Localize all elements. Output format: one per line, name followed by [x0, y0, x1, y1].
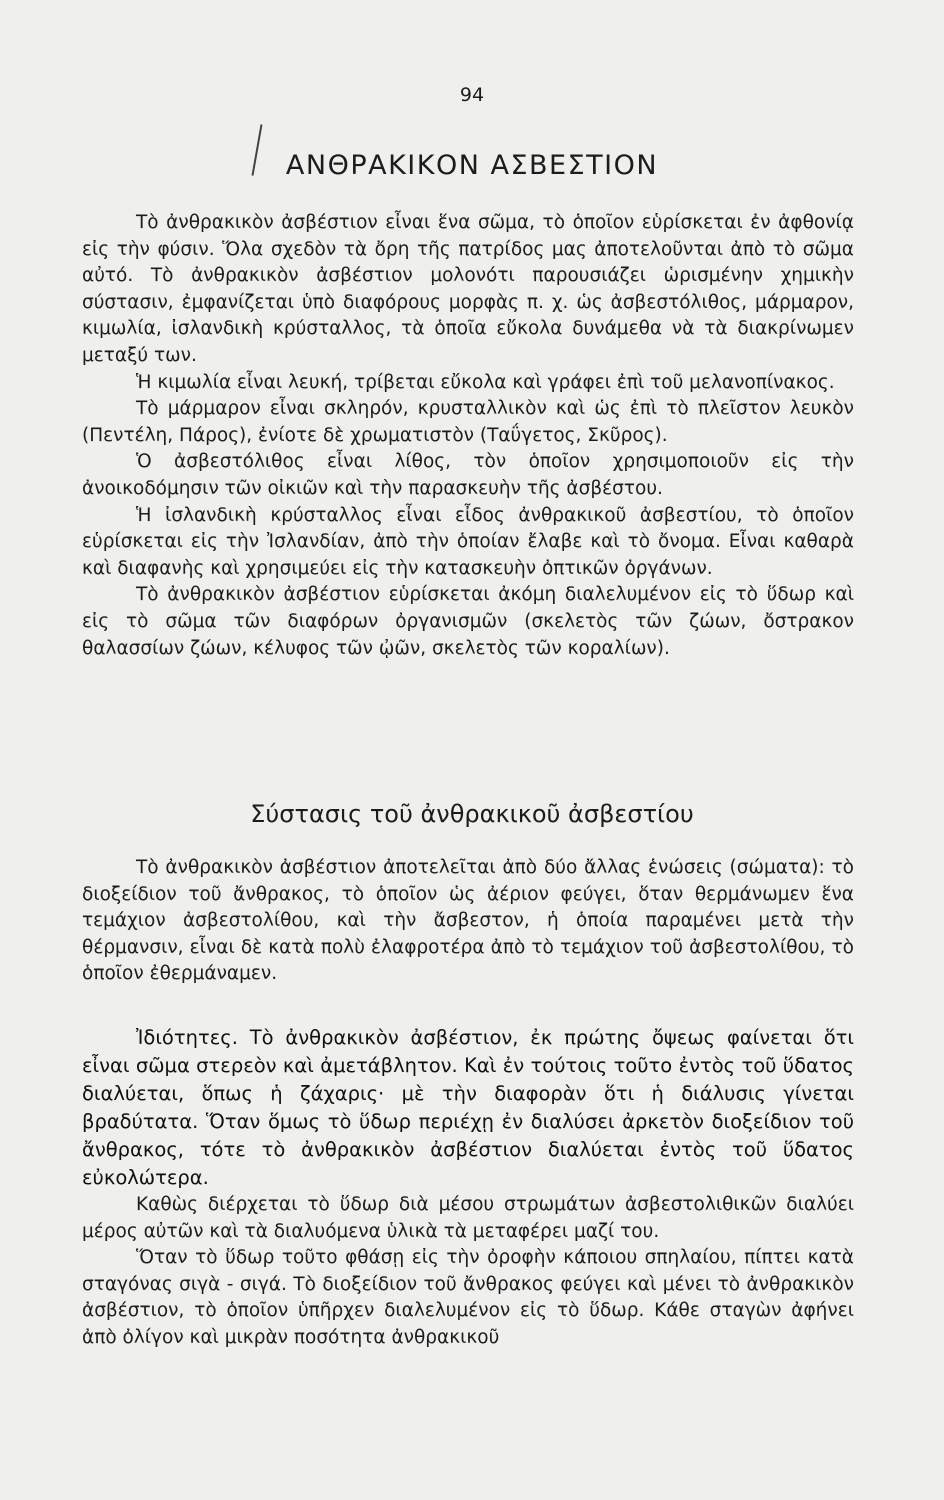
- intro-section: [82, 210, 854, 662]
- properties-section: [82, 1024, 854, 1352]
- paragraph: Ὁ ἀσβεστόλιθος εἶναι λίθος, τὸν ὁποῖον χρησιμοποιοῦν εἰς τὴν ἀνοικοδόμησιν τῶν οἰκιῶν καὶ τὴν παρασκευὴν τῆς ἀσβέστου.: [82, 451, 854, 499]
- composition-section: [82, 855, 854, 988]
- page-number: 94: [459, 84, 485, 106]
- paragraph: Ὅταν τὸ ὕδωρ τοῦτο φθάσῃ εἰς τὴν ὀροφὴν κάποιου σπηλαίου, πίπτει κατὰ σταγόνας σιγὰ - σιγά. Τὸ διοξείδιον τοῦ ἄνθρακος φεύγει καὶ μένει τὸ ἀνθρακικὸν ἀσβέστιον, τὸ ὁποῖον ὑπῆρχεν διαλελυμένον εἰς τὸ ὕδωρ. Κάθε σταγὼν ἀφήνει ἀπὸ ὀλίγον καὶ μικρὰν ποσότητα ἀνθρακικοῦ: [82, 1247, 854, 1348]
- paragraph: Ἰδιότητες. Τὸ ἀνθρακικὸν ἀσβέστιον, ἐκ πρώτης ὄψεως φαίνεται ὅτι εἶναι σῶμα στερεὸν καὶ ἀμετάβλητον. Καὶ ἐν τούτοις τοῦτο ἐντὸς τοῦ ὕδατος διαλύεται, ὅπως ἡ ζάχαρις· μὲ τὴν διαφορὰν ὅτι ἡ διάλυσις γίνεται βραδύτατα. Ὅταν ὅμως τὸ ὕδωρ περιέχῃ ἐν διαλύσει ἀρκετὸν διοξείδιον τοῦ ἄνθρακος, τότε τὸ ἀνθρακικὸν ἀσβέστιον διαλύεται ἐντὸς τοῦ ὕδατος εὐκολώτερα.: [82, 1026, 854, 1189]
- paragraph: Τὸ ἀνθρακικὸν ἀσβέστιον εἶναι ἕνα σῶμα, τὸ ὁποῖον εὑρίσκεται ἐν ἀφθονίᾳ εἰς τὴν φύσιν. Ὅλα σχεδὸν τὰ ὄρη τῆς πατρίδος μας ἀποτελοῦνται ἀπὸ τὸ σῶμα αὐτό. Τὸ ἀνθρακικὸν ἀσβέστιον μολονότι παρουσιάζει ὡρισμένην χημικὴν σύστασιν, ἐμφανίζεται ὑπὸ διαφόρους μορφὰς π. χ. ὡς ἀσβεστόλιθος, μάρμαρον, κιμωλία, ἰσλανδικὴ κρύσταλλος, τὰ ὁποῖα εὔκολα δυνάμεθα νὰ τὰ διακρίνωμεν μεταξύ των.: [82, 212, 854, 366]
- paragraph: Τὸ μάρμαρον εἶναι σκληρόν, κρυσταλλικὸν καὶ ὡς ἐπὶ τὸ πλεῖστον λευκὸν (Πεντέλη, Πάρος), ἐνίοτε δὲ χρωματιστὸν (Ταΰγετος, Σκῦρος).: [82, 398, 854, 446]
- page-title: ΑΝΘΡΑΚΙΚΟΝ ΑΣΒΕΣΤΙΟΝ: [285, 150, 659, 181]
- paragraph: Καθὼς διέρχεται τὸ ὕδωρ διὰ μέσου στρωμάτων ἀσβεστολιθικῶν διαλύει μέρος αὐτῶν καὶ τὰ διαλυόμενα ὑλικὰ τὰ μεταφέρει μαζί του.: [82, 1194, 854, 1242]
- paragraph: Τὸ ἀνθρακικὸν ἀσβέστιον εὑρίσκεται ἀκόμη διαλελυμένον εἰς τὸ ὕδωρ καὶ εἰς τὸ σῶμα τῶν διαφόρων ὀργανισμῶν (σκελετὸς τῶν ζώων, ὄστρακον θαλασσίων ζώων, κέλυφος τῶν ᾠῶν, σκελετὸς τῶν κοραλίων).: [82, 584, 854, 659]
- paragraph: Τὸ ἀνθρακικὸν ἀσβέστιον ἀποτελεῖται ἀπὸ δύο ἄλλας ἑνώσεις (σώματα): τὸ διοξείδιον τοῦ ἄνθρακος, τὸ ὁποῖον ὡς ἀέριον φεύγει, ὅταν θερμάνωμεν ἕνα τεμάχιον ἀσβεστολίθου, καὶ τὴν ἄσβεστον, ἡ ὁποία παραμένει μετὰ τὴν θέρμανσιν, εἶναι δὲ κατὰ πολὺ ἐλαφροτέρα ἀπὸ τὸ τεμάχιον τοῦ ἀσβεστολίθου, τὸ ὁποῖον ἐθερμάναμεν.: [82, 857, 854, 985]
- section-heading: Σύστασις τοῦ ἀνθρακικοῦ ἀσβεστίου: [250, 800, 694, 828]
- paragraph: Ἡ κιμωλία εἶναι λευκή, τρίβεται εὔκολα καὶ γράφει ἐπὶ τοῦ μελανοπίνακος.: [136, 371, 835, 393]
- paragraph: Ἡ ἰσλανδικὴ κρύσταλλος εἶναι εἶδος ἀνθρακικοῦ ἀσβεστίου, τὸ ὁποῖον εὑρίσκεται εἰς τὴν Ἰσλανδίαν, ἀπὸ τὴν ὁποίαν ἔλαβε καὶ τὸ ὄνομα. Εἶναι καθαρὰ καὶ διαφανὴς καὶ χρησιμεύει εἰς τὴν κατασκευὴν ὀπτικῶν ὀργάνων.: [82, 504, 854, 579]
